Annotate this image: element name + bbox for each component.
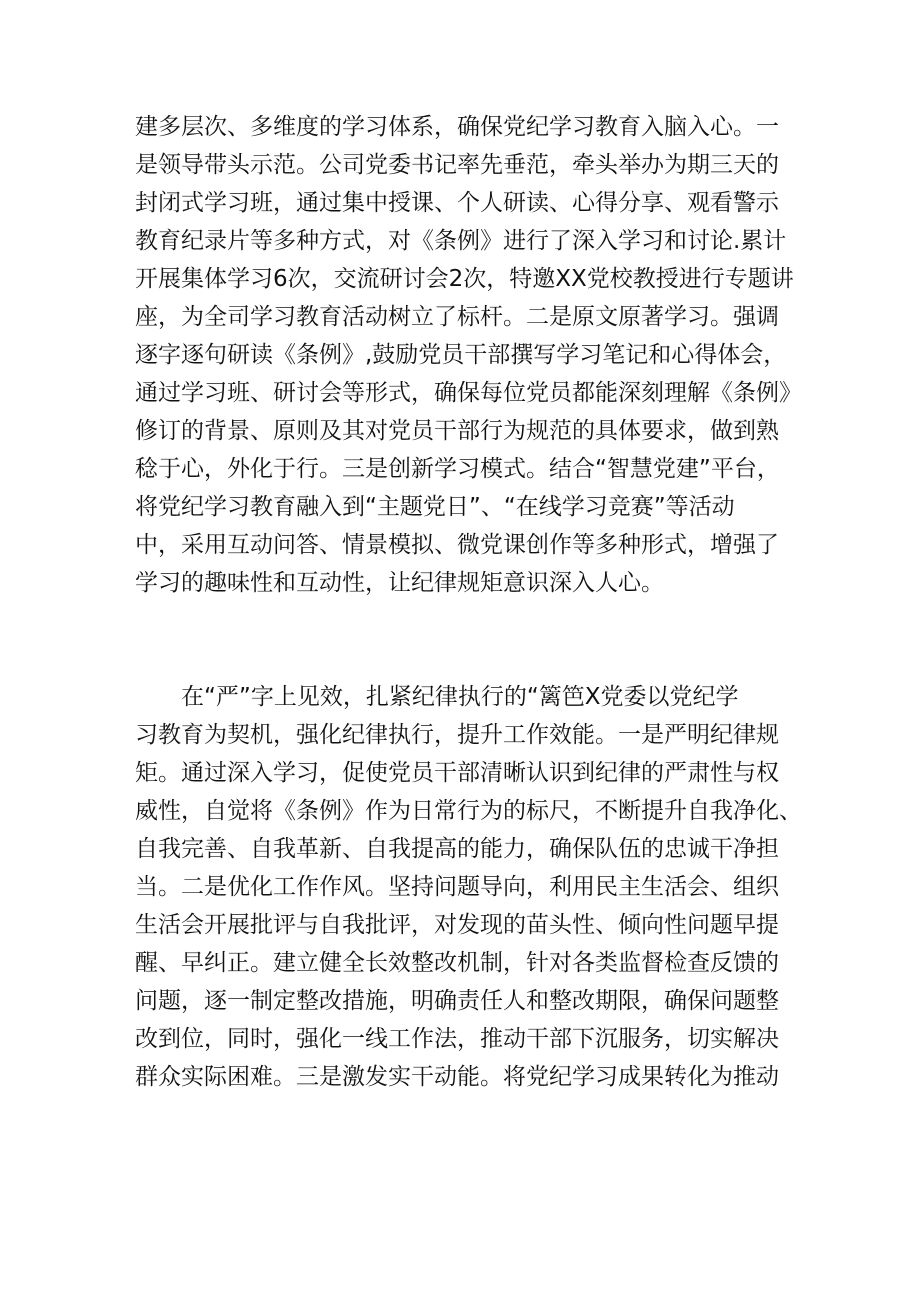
text-line: 逐字逐句研读《条例》,鼓励党员干部撰写学习笔记和心得体会， bbox=[135, 342, 787, 368]
text-line: 学习的趣味性和互动性，让纪律规矩意识深入人心。 bbox=[135, 570, 664, 596]
text-line: 封闭式学习班，通过集中授课、个人研读、心得分享、观看警示 bbox=[135, 190, 779, 216]
text-line: 修订的背景、原则及其对党员干部行为规范的具体要求，做到熟 bbox=[135, 418, 779, 444]
text-line: 问题，逐一制定整改措施，明确责任人和整改期限，确保问题整 bbox=[135, 988, 779, 1014]
text-line: 习教育为契机，强化纪律执行，提升工作效能。一是严明纪律规 bbox=[135, 722, 779, 748]
text-line: 威性，自觉将《条例》作为日常行为的标尺，不断提升自我净化、 bbox=[135, 798, 802, 824]
text-line: 醒、早纠正。建立健全长效整改机制，针对各类监督检查反馈的 bbox=[135, 950, 779, 976]
text-line: 生活会开展批评与自我批评，对发现的苗头性、倾向性问题早提 bbox=[135, 912, 779, 938]
text-line: 稔于心，外化于行。三是创新学习模式。结合“智慧党建”平台， bbox=[135, 456, 780, 482]
text-line: 将党纪学习教育融入到“主题党日”、“在线学习竞赛”等活动 bbox=[135, 494, 735, 520]
text-line: 在“严”字上见效，扎紧纪律执行的“篱笆X党委以党纪学 bbox=[135, 684, 739, 710]
text-line: 自我完善、自我革新、自我提高的能力，确保队伍的忠诚干净担 bbox=[135, 836, 779, 862]
text-line: 中，采用互动问答、情景模拟、微党课创作等多种形式，增强了 bbox=[135, 532, 779, 558]
paragraph-2 bbox=[135, 678, 802, 1096]
text-line: 是领导带头示范。公司党委书记率先垂范，牵头举办为期三天的 bbox=[135, 152, 779, 178]
paragraph-1 bbox=[135, 108, 802, 602]
text-line: 开展集体学习6次，交流研讨会2次，特邀XX党校教授进行专题讲 bbox=[135, 266, 794, 292]
text-line: 座，为全司学习教育活动树立了标杆。二是原文原著学习。强调 bbox=[135, 304, 779, 330]
text-line: 通过学习班、研讨会等形式，确保每位党员都能深刻理解《条例》 bbox=[135, 380, 802, 406]
text-line: 建多层次、多维度的学习体系，确保党纪学习教育入脑入心。一 bbox=[135, 114, 779, 140]
text-line: 改到位，同时，强化一线工作法，推动干部下沉服务，切实解决 bbox=[135, 1026, 779, 1052]
text-line: 教育纪录片等多种方式，对《条例》进行了深入学习和讨论.累计 bbox=[135, 228, 787, 254]
text-line: 当。二是优化工作作风。坚持问题导向，利用民主生活会、组织 bbox=[135, 874, 779, 900]
text-line: 群众实际困难。三是激发实干动能。将党纪学习成果转化为推动 bbox=[135, 1064, 779, 1090]
text-line: 矩。通过深入学习，促使党员干部清晰认识到纪律的严肃性与权 bbox=[135, 760, 779, 786]
